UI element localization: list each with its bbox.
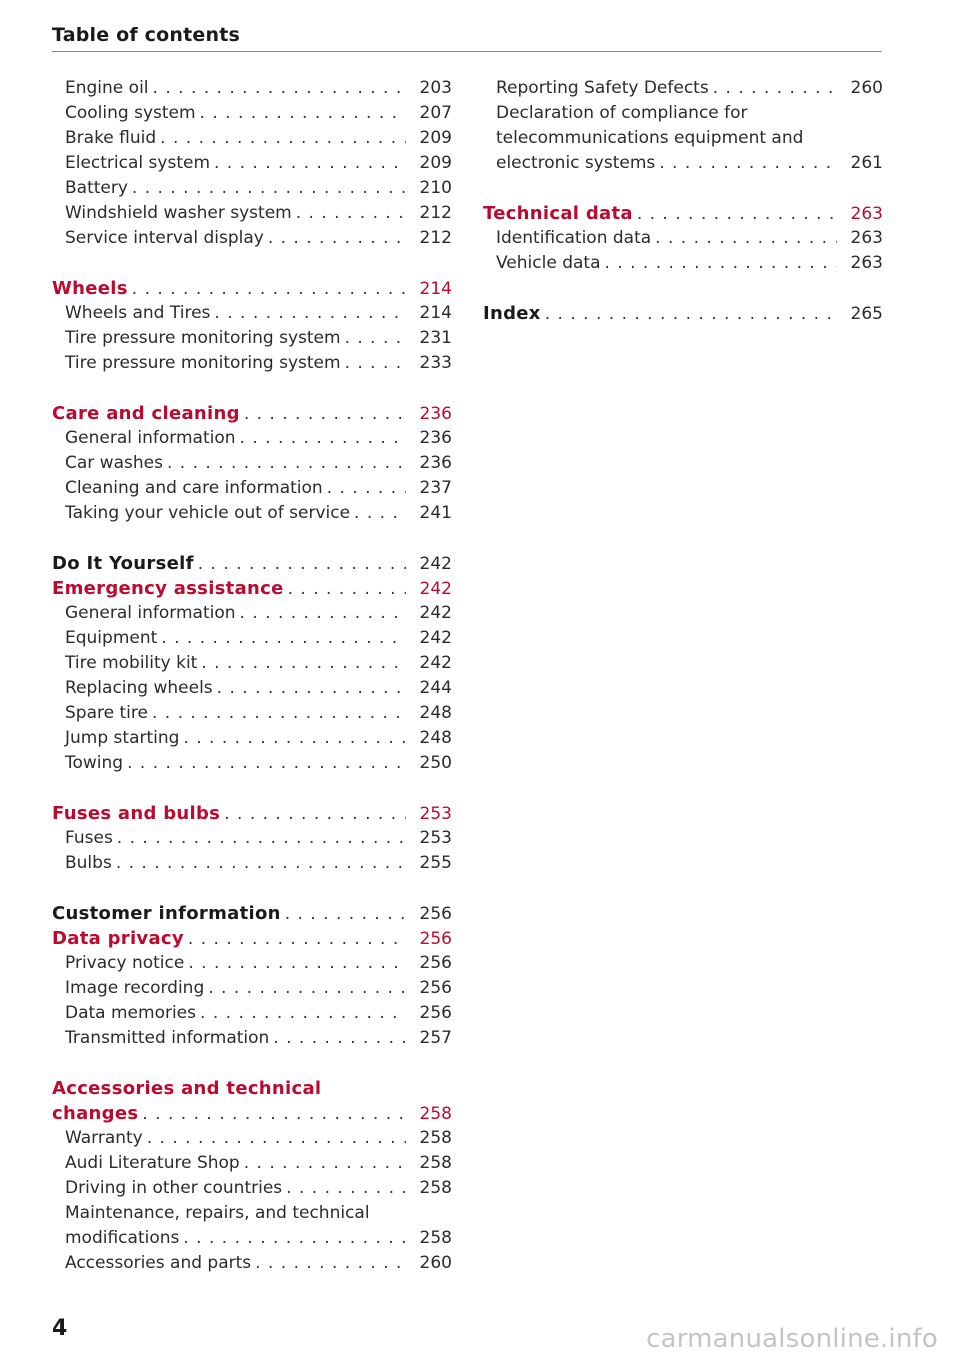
- entry-title: Maintenance, repairs, and technical: [65, 1203, 370, 1223]
- entry-title: General information: [65, 603, 236, 623]
- toc-entry[interactable]: [52, 676, 452, 701]
- entry-title: Cooling system: [65, 103, 196, 123]
- entry-title: General information: [65, 428, 236, 448]
- dot-leader: [354, 501, 406, 526]
- entry-title: Vehicle data: [496, 253, 601, 273]
- dot-leader: [152, 701, 406, 726]
- entry-title: Replacing wheels: [65, 678, 213, 698]
- entry-title: Declaration of compliance for: [496, 103, 748, 123]
- entry-page-number: 260: [850, 78, 883, 98]
- toc-entry[interactable]: [483, 76, 883, 101]
- section-title: Customer information: [52, 903, 281, 924]
- entry-title: Electrical system: [65, 153, 210, 173]
- entry-title: Engine oil: [65, 78, 149, 98]
- dot-leader: [224, 802, 406, 827]
- toc-entry: [483, 101, 883, 126]
- toc-entry[interactable]: [52, 176, 452, 201]
- entry-page-number: 236: [419, 453, 452, 473]
- toc-entry[interactable]: [52, 1176, 452, 1201]
- toc-entry[interactable]: [52, 851, 452, 876]
- entry-title: Service interval display: [65, 228, 264, 248]
- entry-page-number: 265: [850, 304, 883, 324]
- dot-leader: [198, 552, 406, 577]
- entry-title: Spare tire: [65, 703, 148, 723]
- dot-leader: [208, 976, 406, 1001]
- entry-page-number: 207: [419, 103, 452, 123]
- entry-page-number: 242: [419, 579, 452, 599]
- entry-page-number: 261: [850, 153, 883, 173]
- entry-page-number: 258: [419, 1104, 452, 1124]
- entry-page-number: 255: [419, 853, 452, 873]
- entry-title: Image recording: [65, 978, 205, 998]
- entry-title: Towing: [65, 753, 124, 773]
- toc-entry[interactable]: [52, 726, 452, 751]
- section-spacer: [483, 176, 883, 201]
- dot-leader: [183, 726, 406, 751]
- entry-page-number: 242: [419, 628, 452, 648]
- section-spacer: [52, 1051, 452, 1076]
- dot-leader: [345, 326, 406, 351]
- entry-page-number: 209: [419, 128, 452, 148]
- entry-title: Warranty: [65, 1128, 143, 1148]
- dot-leader: [167, 451, 406, 476]
- entry-page-number: 242: [419, 653, 452, 673]
- entry-title: Tire pressure monitoring system: [65, 328, 341, 348]
- toc-entry[interactable]: [483, 226, 883, 251]
- section-spacer: [52, 876, 452, 901]
- entry-page-number: 256: [419, 904, 452, 924]
- toc-section-heading[interactable]: [52, 901, 452, 926]
- entry-page-number: 214: [419, 303, 452, 323]
- toc-entry[interactable]: [52, 351, 452, 376]
- section-title: Wheels: [52, 278, 128, 299]
- entry-title: Equipment: [65, 628, 158, 648]
- entry-title: Tire mobility kit: [65, 653, 198, 673]
- toc-entry: [52, 1201, 452, 1226]
- dot-leader: [127, 751, 406, 776]
- toc-section-heading[interactable]: [52, 401, 452, 426]
- dot-leader: [345, 351, 406, 376]
- entry-title: Fuses: [65, 828, 113, 848]
- dot-leader: [153, 76, 406, 101]
- entry-title: Jump starting: [65, 728, 180, 748]
- dot-leader: [160, 126, 406, 151]
- section-title: changes: [52, 1103, 139, 1124]
- dot-leader: [240, 426, 406, 451]
- toc-entry[interactable]: [52, 976, 452, 1001]
- toc-entry[interactable]: [52, 601, 452, 626]
- toc-section-heading[interactable]: [52, 276, 452, 301]
- dot-leader: [296, 201, 406, 226]
- entry-title: Identification data: [496, 228, 652, 248]
- toc-column-left: [52, 76, 452, 1276]
- entry-page-number: 233: [419, 353, 452, 373]
- section-title: Index: [483, 303, 541, 324]
- toc-entry[interactable]: [52, 1126, 452, 1151]
- entry-page-number: 258: [419, 1228, 452, 1248]
- dot-leader: [117, 826, 406, 851]
- entry-title: electronic systems: [496, 153, 656, 173]
- dot-leader: [545, 302, 837, 327]
- toc-entry[interactable]: [483, 151, 883, 176]
- dot-leader: [147, 1126, 406, 1151]
- entry-page-number: 253: [419, 828, 452, 848]
- entry-title: Wheels and Tires: [65, 303, 211, 323]
- toc-section-heading[interactable]: [52, 576, 452, 601]
- entry-title: Data memories: [65, 1003, 197, 1023]
- toc-entry[interactable]: [52, 201, 452, 226]
- toc-entry[interactable]: [52, 226, 452, 251]
- dot-leader: [273, 1026, 406, 1051]
- toc-entry[interactable]: [52, 326, 452, 351]
- entry-page-number: 203: [419, 78, 452, 98]
- toc-entry[interactable]: [52, 951, 452, 976]
- entry-page-number: 256: [419, 978, 452, 998]
- entry-title: Brake fluid: [65, 128, 157, 148]
- entry-title: Car washes: [65, 453, 163, 473]
- toc-entry[interactable]: [483, 251, 883, 276]
- toc-entry[interactable]: [52, 751, 452, 776]
- dot-leader: [183, 1226, 406, 1251]
- entry-page-number: 248: [419, 728, 452, 748]
- watermark: carmanualsonline.info: [646, 1324, 938, 1354]
- section-title: Emergency assistance: [52, 578, 284, 599]
- section-spacer: [483, 276, 883, 301]
- toc-entry[interactable]: [52, 151, 452, 176]
- entry-page-number: 263: [850, 228, 883, 248]
- section-spacer: [52, 776, 452, 801]
- dot-leader: [217, 676, 406, 701]
- section-title: Technical data: [483, 203, 633, 224]
- entry-page-number: 263: [850, 204, 883, 224]
- dot-leader: [659, 151, 837, 176]
- section-title: Care and cleaning: [52, 403, 240, 424]
- section-title: Do It Yourself: [52, 553, 194, 574]
- toc-entry[interactable]: [52, 1001, 452, 1026]
- toc-section-heading[interactable]: [52, 551, 452, 576]
- entry-page-number: 248: [419, 703, 452, 723]
- entry-title: Reporting Safety Defects: [496, 78, 709, 98]
- toc-entry[interactable]: [52, 451, 452, 476]
- dot-leader: [240, 601, 406, 626]
- dot-leader: [268, 226, 406, 251]
- toc-entry[interactable]: [52, 1151, 452, 1176]
- entry-page-number: 250: [419, 753, 452, 773]
- entry-page-number: 236: [419, 428, 452, 448]
- entry-page-number: 237: [419, 478, 452, 498]
- toc-section-heading[interactable]: [52, 801, 452, 826]
- toc-entry[interactable]: [52, 826, 452, 851]
- dot-leader: [214, 151, 406, 176]
- entry-title: Taking your vehicle out of service: [65, 503, 351, 523]
- entry-title: Accessories and parts: [65, 1253, 252, 1273]
- dot-leader: [713, 76, 837, 101]
- toc-entry[interactable]: [52, 651, 452, 676]
- entry-page-number: 263: [850, 253, 883, 273]
- toc-entry[interactable]: [52, 501, 452, 526]
- toc-entry[interactable]: [52, 476, 452, 501]
- toc-section-heading[interactable]: [52, 926, 452, 951]
- toc-entry[interactable]: [52, 76, 452, 101]
- page-title: Table of contents: [52, 24, 241, 46]
- dot-leader: [201, 651, 406, 676]
- toc-section-heading[interactable]: [52, 1101, 452, 1126]
- toc-entry[interactable]: [52, 301, 452, 326]
- entry-title: telecommunications equipment and: [496, 128, 804, 148]
- dot-leader: [188, 927, 406, 952]
- entry-page-number: 212: [419, 228, 452, 248]
- entry-page-number: 257: [419, 1028, 452, 1048]
- dot-leader: [116, 851, 406, 876]
- entry-title: Driving in other countries: [65, 1178, 283, 1198]
- dot-leader: [200, 1001, 406, 1026]
- toc-entry[interactable]: [52, 126, 452, 151]
- header-divider: [52, 51, 882, 52]
- toc-entry[interactable]: [52, 101, 452, 126]
- entry-page-number: 244: [419, 678, 452, 698]
- entry-title: Bulbs: [65, 853, 112, 873]
- entry-page-number: 242: [419, 603, 452, 623]
- toc-entry[interactable]: [52, 1251, 452, 1276]
- entry-page-number: 258: [419, 1153, 452, 1173]
- entry-page-number: 256: [419, 953, 452, 973]
- dot-leader: [288, 577, 406, 602]
- entry-page-number: 258: [419, 1178, 452, 1198]
- toc-entry[interactable]: [52, 426, 452, 451]
- toc-entry[interactable]: [52, 1226, 452, 1251]
- section-spacer: [52, 251, 452, 276]
- dot-leader: [286, 1176, 406, 1201]
- entry-page-number: 253: [419, 804, 452, 824]
- section-spacer: [52, 526, 452, 551]
- dot-leader: [285, 902, 406, 927]
- entry-page-number: 214: [419, 279, 452, 299]
- entry-page-number: 242: [419, 554, 452, 574]
- toc-entry: [483, 126, 883, 151]
- dot-leader: [200, 101, 406, 126]
- dot-leader: [327, 476, 406, 501]
- dot-leader: [255, 1251, 406, 1276]
- entry-page-number: 258: [419, 1128, 452, 1148]
- dot-leader: [655, 226, 837, 251]
- dot-leader: [637, 202, 837, 227]
- section-title: Data privacy: [52, 928, 184, 949]
- page-number: 4: [52, 1316, 68, 1341]
- entry-title: Windshield washer system: [65, 203, 292, 223]
- entry-page-number: 260: [419, 1253, 452, 1273]
- entry-title: Audi Literature Shop: [65, 1153, 240, 1173]
- dot-leader: [142, 1102, 406, 1127]
- toc-section-heading[interactable]: [483, 301, 883, 326]
- toc-entry[interactable]: [52, 701, 452, 726]
- dot-leader: [244, 402, 406, 427]
- entry-page-number: 256: [419, 929, 452, 949]
- toc-entry[interactable]: [52, 1026, 452, 1051]
- entry-page-number: 210: [419, 178, 452, 198]
- dot-leader: [161, 626, 406, 651]
- dot-leader: [244, 1151, 406, 1176]
- entry-title: Tire pressure monitoring system: [65, 353, 341, 373]
- entry-title: Cleaning and care information: [65, 478, 323, 498]
- section-spacer: [52, 376, 452, 401]
- entry-title: modifications: [65, 1228, 180, 1248]
- dot-leader: [188, 951, 406, 976]
- dot-leader: [214, 301, 406, 326]
- entry-page-number: 212: [419, 203, 452, 223]
- toc-section-heading: [52, 1076, 452, 1101]
- entry-page-number: 236: [419, 404, 452, 424]
- dot-leader: [132, 176, 406, 201]
- entry-title: Battery: [65, 178, 128, 198]
- toc-entry[interactable]: [52, 626, 452, 651]
- section-title: Fuses and bulbs: [52, 803, 221, 824]
- dot-leader: [605, 251, 838, 276]
- entry-title: Transmitted information: [65, 1028, 270, 1048]
- section-title: Accessories and technical: [52, 1078, 322, 1099]
- toc-section-heading[interactable]: [483, 201, 883, 226]
- entry-page-number: 209: [419, 153, 452, 173]
- entry-page-number: 231: [419, 328, 452, 348]
- entry-title: Privacy notice: [65, 953, 185, 973]
- entry-page-number: 241: [419, 503, 452, 523]
- entry-page-number: 256: [419, 1003, 452, 1023]
- toc-column-right: [483, 76, 883, 326]
- dot-leader: [132, 277, 406, 302]
